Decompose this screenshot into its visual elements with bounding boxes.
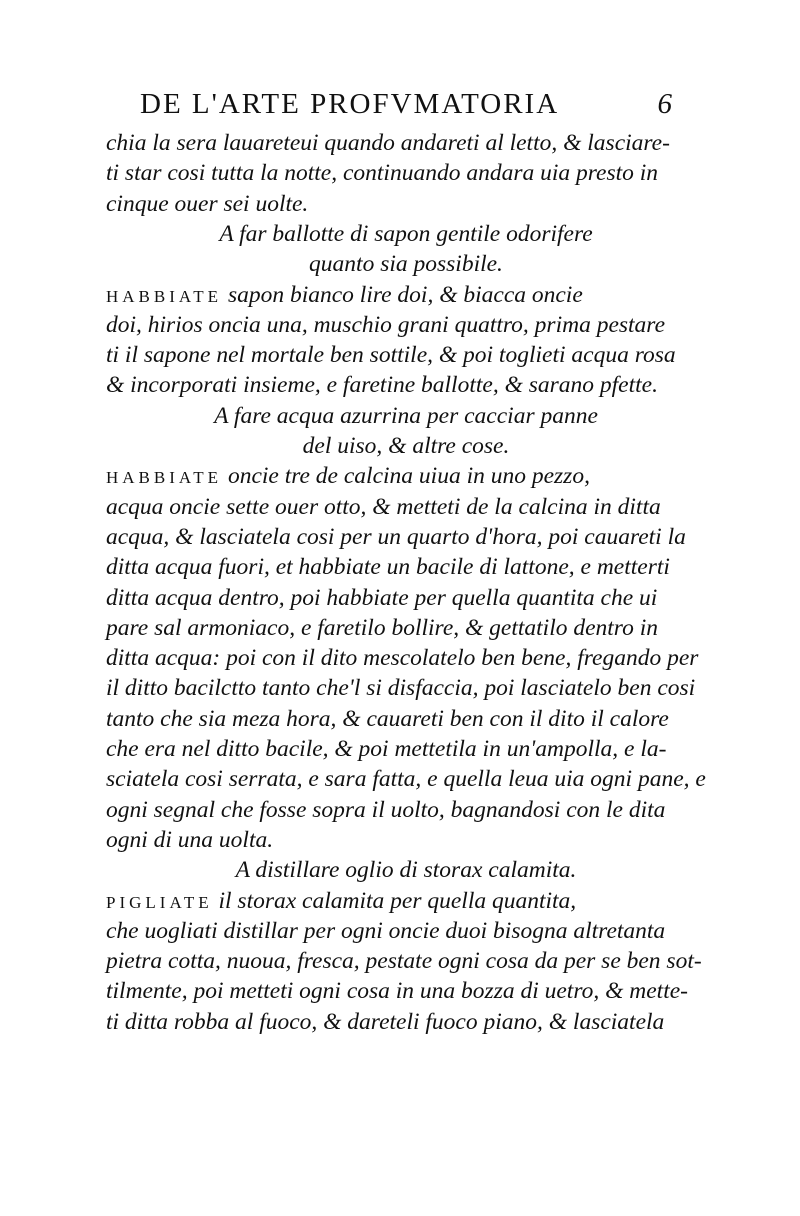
text-line xyxy=(106,310,706,340)
line-text: A fare acqua azurrina per cacciar panne xyxy=(214,402,598,429)
text-line xyxy=(106,370,706,400)
line-text: acqua oncie sette ouer otto, & metteti de la calcina in ditta xyxy=(106,493,661,520)
text-line xyxy=(106,795,706,825)
line-text: tilmente, poi metteti ogni cosa in una bozza di uetro, & mette- xyxy=(106,978,688,1005)
small-caps-lead-word: HABBIATE xyxy=(106,468,223,488)
text-line xyxy=(106,704,706,734)
page-number: 6 xyxy=(657,88,674,120)
text-line xyxy=(106,552,706,582)
line-text: pietra cotta, nuoua, fresca, pestate ogni cosa da per se ben sot- xyxy=(106,948,702,975)
line-text: ditta acqua: poi con il dito mescolatelo ben bene, fregando per xyxy=(106,645,699,672)
section-heading xyxy=(106,431,706,461)
text-line xyxy=(106,189,706,219)
line-text: cinque ouer sei uolte. xyxy=(106,190,309,217)
text-line xyxy=(106,643,706,673)
text-line xyxy=(106,976,706,1006)
text-line xyxy=(106,583,706,613)
line-text: & incorporati insieme, e faretine ballotte, & sarano pfette. xyxy=(106,372,658,399)
text-line xyxy=(106,522,706,552)
line-text: A far ballotte di sapon gentile odorifere xyxy=(219,220,593,247)
line-text: acqua, & lasciatela cosi per un quarto d'hora, poi cauareti la xyxy=(106,523,686,550)
line-text: pare sal armoniaco, e faretilo bollire, & gettatilo dentro in xyxy=(106,614,658,641)
text-line xyxy=(106,734,706,764)
text-line xyxy=(106,128,706,158)
line-text: ti il sapone nel mortale ben sottile, & poi toglieti acqua rosa xyxy=(106,342,676,369)
line-text: del uiso, & altre cose. xyxy=(302,433,510,459)
text-line xyxy=(106,886,706,916)
text-line xyxy=(106,280,706,310)
line-text: ogni di una uolta. xyxy=(106,826,274,853)
text-line xyxy=(106,946,706,976)
line-text: ti ditta robba al fuoco, & dareteli fuoco piano, & lasciatela xyxy=(106,1008,665,1035)
text-line xyxy=(106,673,706,703)
section-heading xyxy=(106,401,706,431)
text-line xyxy=(106,916,706,946)
line-text: ogni segnal che fosse sopra il uolto, bagnandosi con le dita xyxy=(106,796,666,823)
text-line xyxy=(106,613,706,643)
line-text: il storax calamita per quella quantita, xyxy=(218,887,577,914)
section-heading xyxy=(106,219,706,249)
line-text: A distillare oglio di storax calamita. xyxy=(235,857,577,884)
running-header xyxy=(140,88,680,128)
small-caps-lead-word: PIGLIATE xyxy=(106,892,213,912)
line-text: ti star cosi tutta la notte, continuando andara uia presto in xyxy=(106,160,659,187)
small-caps-lead-word: HABBIATE xyxy=(106,286,223,306)
text-line xyxy=(106,492,706,522)
section-heading xyxy=(106,855,706,885)
section-heading xyxy=(106,249,706,279)
line-text: quanto sia possibile. xyxy=(309,251,503,278)
running-title: DE L'ARTE PROFVMATORIA xyxy=(140,88,560,120)
line-text: ditta acqua dentro, poi habbiate per quella quantita che ui xyxy=(106,584,658,611)
line-text: oncie tre de calcina uiua in uno pezzo, xyxy=(227,463,590,490)
line-text: il ditto bacilctto tanto che'l si disfaccia, poi lasciatelo ben cosi xyxy=(106,675,696,702)
line-text: sapon bianco lire doi, & biacca oncie xyxy=(227,281,583,308)
text-line xyxy=(106,461,706,491)
line-text: tanto che sia meza hora, & cauareti ben con il dito il calore xyxy=(106,705,669,732)
text-line xyxy=(106,340,706,370)
line-text: sciatela cosi serrata, e sara fatta, e quella leua uia ogni pane, e xyxy=(106,766,706,793)
text-line xyxy=(106,1007,706,1037)
line-text: che era nel ditto bacile, & poi mettetila in un'ampolla, e la- xyxy=(106,736,667,762)
text-line xyxy=(106,764,706,794)
line-text: ditta acqua fuori, et habbiate un bacile di lattone, e metterti xyxy=(106,554,670,581)
line-text: doi, hirios oncia una, muschio grani quattro, prima pestare xyxy=(106,311,665,338)
text-line xyxy=(106,825,706,855)
line-text: chia la sera lauareteui quando andareti al letto, & lasciare- xyxy=(106,130,670,156)
line-text: che uogliati distillar per ogni oncie duoi bisogna altretanta xyxy=(106,917,666,944)
text-line xyxy=(106,158,706,188)
